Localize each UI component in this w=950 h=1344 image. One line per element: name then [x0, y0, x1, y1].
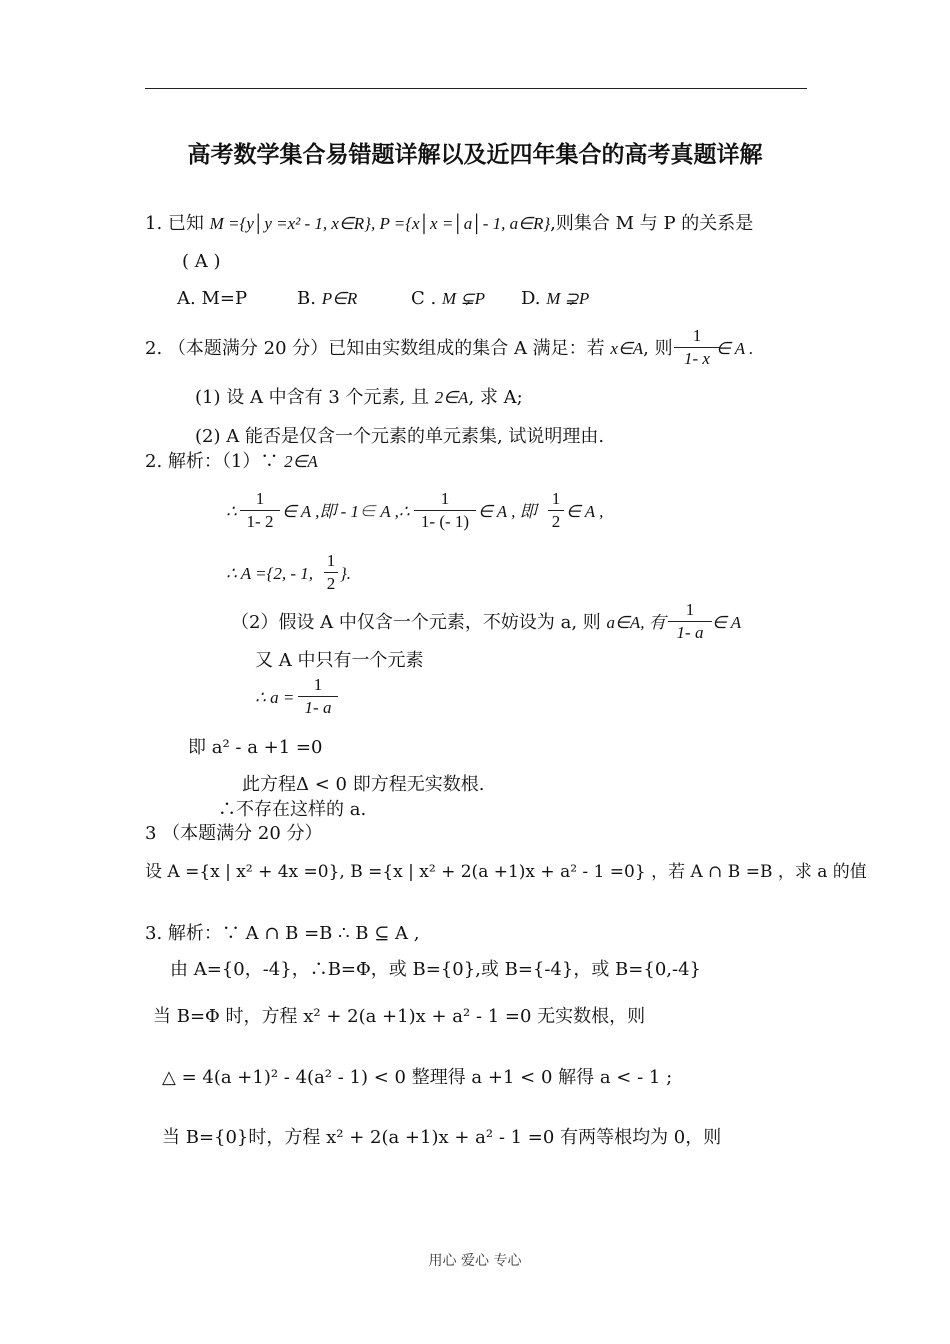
sol2-line1-end: ∈ A , [566, 502, 604, 521]
q3-stem: 3 （本题满分 20 分） [145, 823, 323, 844]
sol2-line1-therefore: ∴ [226, 502, 237, 521]
sol2-head-expr: 2∈A [284, 452, 318, 471]
frac-numerator: 1 [313, 675, 323, 694]
q3-line: 设 A ={x | x² + 4x =0}, B ={x | x² + 2(a +1)x + a² - 1 =0} ，若 A ∩ B =B ，求 a 的值 [145, 862, 867, 882]
frac-bar [668, 621, 712, 622]
sol2-part2-line3-fraction [298, 675, 338, 718]
q2-part2: (2) A 能否是仅含一个元素的单元素集, 试说明理由. [195, 426, 605, 447]
frac-numerator: 1 [255, 489, 265, 508]
sol2-part2-line2: 又 A 中只有一个元素 [255, 650, 424, 671]
frac-denominator: 1- a [304, 698, 332, 717]
sol2-part2-expr: a∈A, 有 [606, 613, 666, 632]
q1-set-expression: M ={y│y =x² - 1, x∈R}, P ={x│x =│a│- 1, a∈R} [209, 214, 551, 233]
q2-fraction-bar [674, 347, 720, 348]
q1-stem-text: 1. 已知 [145, 213, 204, 234]
q2-stem [145, 338, 673, 360]
frac-bar [298, 696, 338, 697]
sol3-line4: 当 B={0}时，方程 x² + 2(a +1)x + a² - 1 =0 有两等根均为 0，则 [162, 1127, 722, 1148]
q1-option-c [411, 288, 485, 310]
sol2-line1-fraction-1 [240, 489, 280, 532]
frac-bar [548, 510, 564, 511]
frac-numerator: 1 [685, 600, 695, 619]
frac-denominator: 1- (- 1) [420, 512, 470, 531]
q2-stem-text: 2. （本题满分 20 分）已知由实数组成的集合 A 满足：若 [145, 338, 605, 359]
q2-part1 [195, 387, 523, 409]
sol2-part2-line6: ∴不存在这样的 a. [218, 799, 367, 820]
q2-part1-expr: 2∈A [434, 388, 469, 407]
q2-part1-text: (1) 设 A 中含有 3 个元素, 且 [195, 387, 429, 408]
q1-option-b-label: B. [297, 288, 316, 309]
frac-denominator: 2 [551, 512, 561, 531]
top-rule [145, 88, 807, 89]
frac-denominator: 1- 2 [246, 512, 274, 531]
q1-option-a: A. M=P [177, 288, 248, 309]
sol2-line1-mid1: ∈ A ,即 - 1∈ A ,∴ [282, 502, 410, 521]
sol2-part2-line3: ∴ a = [255, 688, 295, 707]
sol2-line2-end: }. [340, 564, 352, 583]
sol2-part2-line [231, 612, 666, 634]
sol2-part2-end: ∈ A [712, 613, 742, 632]
q1-option-b [297, 288, 357, 310]
q1-option-d-expr: M ⊋P [546, 289, 590, 308]
frac-numerator: 1 [440, 489, 450, 508]
frac-denominator: 1- a [676, 623, 704, 642]
q2-fraction [674, 326, 720, 369]
q1-option-d [521, 288, 589, 310]
sol2-part2-text: （2）假设 A 中仅含一个元素，不妨设为 a, 则 [231, 612, 601, 633]
page-footer: 用心 爱心 专心 [428, 1253, 522, 1269]
q1-stem-tail: ,则集合 M 与 P 的关系是 [550, 213, 754, 234]
sol2-line2-fraction [324, 551, 338, 594]
q2-fraction-numerator: 1 [692, 326, 702, 345]
sol3-line2: 当 B=Φ 时，方程 x² + 2(a +1)x + a² - 1 =0 无实数根，则 [153, 1006, 646, 1027]
q1-stem [145, 213, 753, 235]
q1-answer: ( A ) [182, 251, 221, 272]
q2-fraction-denominator: 1- x [684, 349, 710, 368]
sol3-line3: △ = 4(a +1)² - 4(a² - 1) < 0 整理得 a +1 < 0 解得 a < - 1 ; [162, 1067, 673, 1088]
q1-option-c-label: C . [411, 288, 437, 309]
page-title: 高考数学集合易错题详解以及近四年集合的高考真题详解 [187, 142, 763, 168]
q1-option-b-expr: P∈R [321, 289, 358, 308]
q2-condition: x∈A [610, 339, 644, 358]
sol3-head: 3. 解析：∵ A ∩ B =B ∴ B ⊆ A , [145, 923, 420, 944]
frac-numerator: 1 [551, 489, 561, 508]
sol2-head-text: 2. 解析：（1）∵ [145, 451, 279, 472]
sol2-part2-line4: 即 a² - a +1 =0 [188, 737, 323, 758]
frac-bar [324, 572, 338, 573]
frac-bar [240, 510, 280, 511]
sol2-line1-mid2: ∈ A , 即 [478, 502, 537, 521]
sol2-line1-fraction-3 [548, 489, 564, 532]
q2-then: , 则 [643, 338, 673, 359]
q1-option-c-expr: M ⊊P [441, 289, 485, 308]
frac-bar [414, 510, 476, 511]
sol2-part2-line5: 此方程Δ < 0 即方程无实数根. [242, 774, 485, 795]
q2-part1-tail: , 求 A; [468, 387, 523, 408]
sol2-part2-fraction [668, 600, 712, 643]
sol3-line1: 由 A={0，-4}，∴B=Φ，或 B={0},或 B={-4}，或 B={0,-4} [170, 959, 701, 980]
sol2-line1-fraction-2 [414, 489, 476, 532]
frac-denominator: 2 [326, 574, 336, 593]
q2-in-a: ∈ A . [716, 339, 754, 358]
frac-numerator: 1 [326, 551, 336, 570]
sol2-head [145, 451, 318, 473]
q1-option-d-label: D. [521, 288, 541, 309]
sol2-line2-start: ∴ A ={2, - 1, [226, 564, 314, 583]
